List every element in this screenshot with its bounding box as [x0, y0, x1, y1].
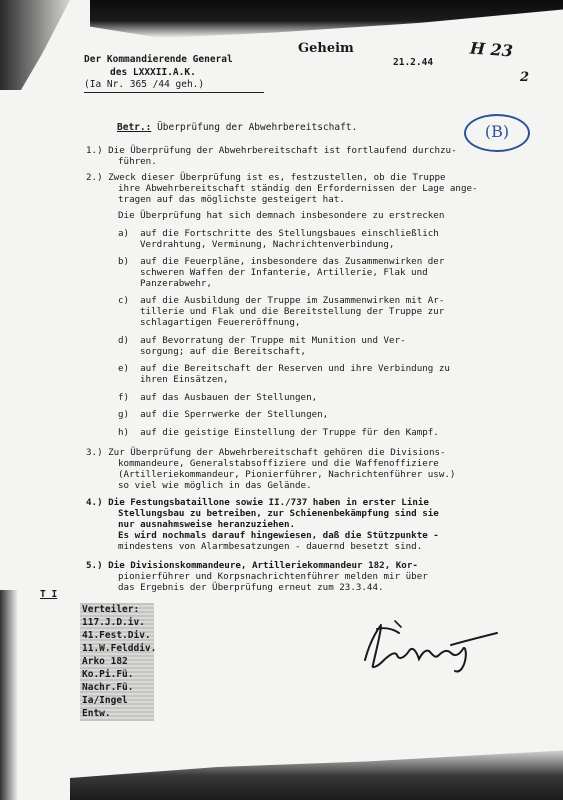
body-line: mindestens von Alarmbesatzungen - dauernd besetzt sind.	[118, 541, 423, 552]
scan-shadow-bottom	[70, 745, 563, 800]
distribution-item: 11.W.Felddiv.	[82, 643, 157, 654]
body-line: 2.) Zweck dieser Überprüfung ist es, festzustellen, ob die Truppe	[86, 172, 446, 183]
classification-mark: Geheim	[298, 41, 354, 56]
body-line: b) auf die Feuerpläne, insbesondere das Zusammenwirken der	[118, 256, 445, 267]
sender-line-1: Der Kommandierende General	[84, 54, 233, 65]
circle-stamp	[464, 114, 530, 152]
body-line: d) auf Bevorratung der Truppe mit Munition und Ver-	[118, 335, 406, 346]
handwritten-signature	[355, 615, 505, 675]
subject-label: Betr.:	[117, 122, 152, 133]
distribution-item: Arko 182	[82, 656, 128, 667]
distribution-item: Ko.Pi.Fü.	[82, 669, 134, 680]
stamp-text: (B)	[484, 122, 510, 141]
body-line: ihre Abwehrbereitschaft ständig den Erfordernissen der Lage ange-	[118, 183, 478, 194]
body-line: nur ausnahmsweise heranzuziehen.	[118, 519, 296, 530]
body-line: 3.) Zur Überprüfung der Abwehrbereitschaft gehören die Divisions-	[86, 447, 446, 458]
body-line: (Artilleriekommandeur, Pionierführer, Nachrichtenführer usw.)	[118, 469, 456, 480]
body-line: schlagartigen Feuereröffnung,	[140, 317, 301, 328]
body-line: das Ergebnis der Überprüfung erneut zum 23.3.44.	[118, 582, 384, 593]
body-line: h) auf die geistige Einstellung der Truppe für den Kampf.	[118, 427, 439, 438]
document-date: 21.2.44	[393, 57, 434, 68]
subject-text: Überprüfung der Abwehrbereitschaft.	[157, 122, 358, 133]
scan-shadow-top	[90, 0, 563, 38]
distribution-item: Nachr.Fü.	[82, 682, 134, 693]
body-line: schweren Waffen der Infanterie, Artillerie, Flak und	[140, 267, 428, 278]
body-line: a) auf die Fortschritte des Stellungsbaues einschließlich	[118, 228, 439, 239]
reference-number: (Ia Nr. 365 /44 geh.)	[84, 79, 205, 90]
distribution-item: 117.J.D.iv.	[82, 617, 145, 628]
handwritten-number-sub: 2	[520, 70, 530, 85]
subject-line	[117, 122, 357, 133]
body-line: kommandeure, Generalstabsoffiziere und die Waffenoffiziere	[118, 458, 439, 469]
scan-shadow-left-edge	[0, 590, 18, 800]
distribution-title: Verteiler:	[82, 604, 140, 615]
body-line: so viel wie möglich in das Gelände.	[118, 480, 312, 491]
scan-shadow-left	[0, 0, 70, 90]
sender-underline	[84, 92, 264, 93]
body-line: e) auf die Bereitschaft der Reserven und ihre Verbindung zu	[118, 363, 450, 374]
body-line: c) auf die Ausbildung der Truppe im Zusammenwirken mit Ar-	[118, 295, 445, 306]
margin-mark: T I	[40, 589, 58, 600]
distribution-item: 41.Fest.Div.	[82, 630, 151, 641]
distribution-item: Ia/Ingel	[82, 695, 128, 706]
body-line: tillerie und Flak und die Bereitstellung der Truppe zur	[140, 306, 445, 317]
body-line: pionierführer und Korpsnachrichtenführer melden mir über	[118, 571, 428, 582]
body-line: 5.) Die Divisionskommandeure, Artilleriekommandeur 182, Kor-	[86, 560, 418, 571]
body-line: sorgung; auf die Bereitschaft,	[140, 346, 306, 357]
body-line: ihren Einsätzen,	[140, 374, 229, 385]
body-line: f) auf das Ausbauen der Stellungen,	[118, 392, 318, 403]
body-line: Es wird nochmals darauf hingewiesen, daß die Stützpunkte -	[118, 530, 439, 541]
handwritten-number: H 23	[469, 38, 514, 61]
distribution-item: Entw.	[82, 708, 111, 719]
body-line: tragen auf das möglichste gesteigert hat.	[118, 194, 345, 205]
body-line: 4.) Die Festungsbataillone sowie II./737 haben in erster Linie	[86, 497, 429, 508]
body-line: führen.	[118, 156, 157, 167]
sender-line-2: des LXXXII.A.K.	[110, 67, 196, 78]
body-line: Panzerabwehr,	[140, 278, 212, 289]
body-line: Stellungsbau zu betreiben, zur Schienenbekämpfung sind sie	[118, 508, 439, 519]
body-line: 1.) Die Überprüfung der Abwehrbereitschaft ist fortlaufend durchzu-	[86, 145, 457, 156]
body-line: Die Überprüfung hat sich demnach insbesondere zu erstrecken	[118, 210, 445, 221]
body-line: Verdrahtung, Verminung, Nachrichtenverbindung,	[140, 239, 395, 250]
body-line: g) auf die Sperrwerke der Stellungen,	[118, 409, 329, 420]
